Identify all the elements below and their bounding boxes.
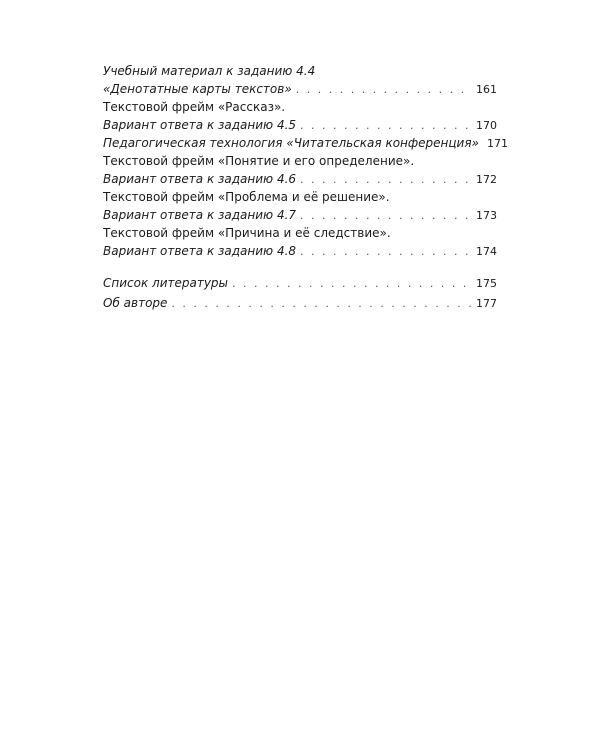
toc-entry-title: Об авторе	[103, 296, 168, 310]
toc-entry-title: Учебный материал к заданию 4.4	[103, 64, 316, 78]
toc-page-number: 171	[486, 137, 508, 150]
toc-entry	[103, 188, 497, 206]
dot-leader	[296, 81, 472, 99]
toc-entry	[103, 242, 497, 260]
toc-entry	[103, 294, 497, 312]
toc-entry-title: Список литературы	[103, 276, 229, 290]
toc-entry	[103, 98, 497, 116]
toc-entry-title: Вариант ответа к заданию 4.5	[103, 118, 297, 132]
toc-entry	[103, 116, 497, 134]
toc-page-number: 170	[476, 119, 497, 132]
toc-entry-title: Текстовой фрейм «Причина и её следствие».	[103, 226, 391, 240]
dot-leader	[300, 243, 472, 261]
dot-leader	[300, 207, 472, 225]
toc-entry-title: «Денотатные карты текстов»	[103, 82, 292, 96]
toc-entry	[103, 134, 508, 152]
toc-entry	[103, 170, 497, 188]
toc-page-number: 161	[476, 83, 497, 96]
toc-entry	[103, 62, 497, 80]
toc-entry-title: Вариант ответа к заданию 4.7	[103, 208, 297, 222]
toc-page-number: 174	[476, 245, 497, 258]
toc-page-number: 172	[476, 173, 497, 186]
toc-entry-title: Педагогическая технология «Читательская конференция»	[103, 136, 479, 150]
dot-leader	[171, 295, 472, 313]
toc-entry-title: Текстовой фрейм «Понятие и его определение».	[103, 154, 415, 168]
toc-page-number: 173	[476, 209, 497, 222]
toc-entry	[103, 274, 497, 292]
section-spacer	[103, 260, 497, 274]
toc-entry	[103, 224, 497, 242]
table-of-contents	[103, 62, 508, 312]
toc-entry	[103, 80, 497, 98]
toc-entry-title: Текстовой фрейм «Проблема и её решение».	[103, 190, 390, 204]
dot-leader	[300, 171, 472, 189]
toc-entry	[103, 206, 497, 224]
dot-leader	[300, 117, 472, 135]
toc-entry-title: Вариант ответа к заданию 4.8	[103, 244, 297, 258]
dot-leader	[232, 275, 472, 293]
toc-entry	[103, 152, 497, 170]
toc-page-number: 177	[476, 297, 497, 310]
toc-entry-title: Текстовой фрейм «Рассказ».	[103, 100, 286, 114]
toc-page-number: 175	[476, 277, 497, 290]
toc-entry-title: Вариант ответа к заданию 4.6	[103, 172, 297, 186]
